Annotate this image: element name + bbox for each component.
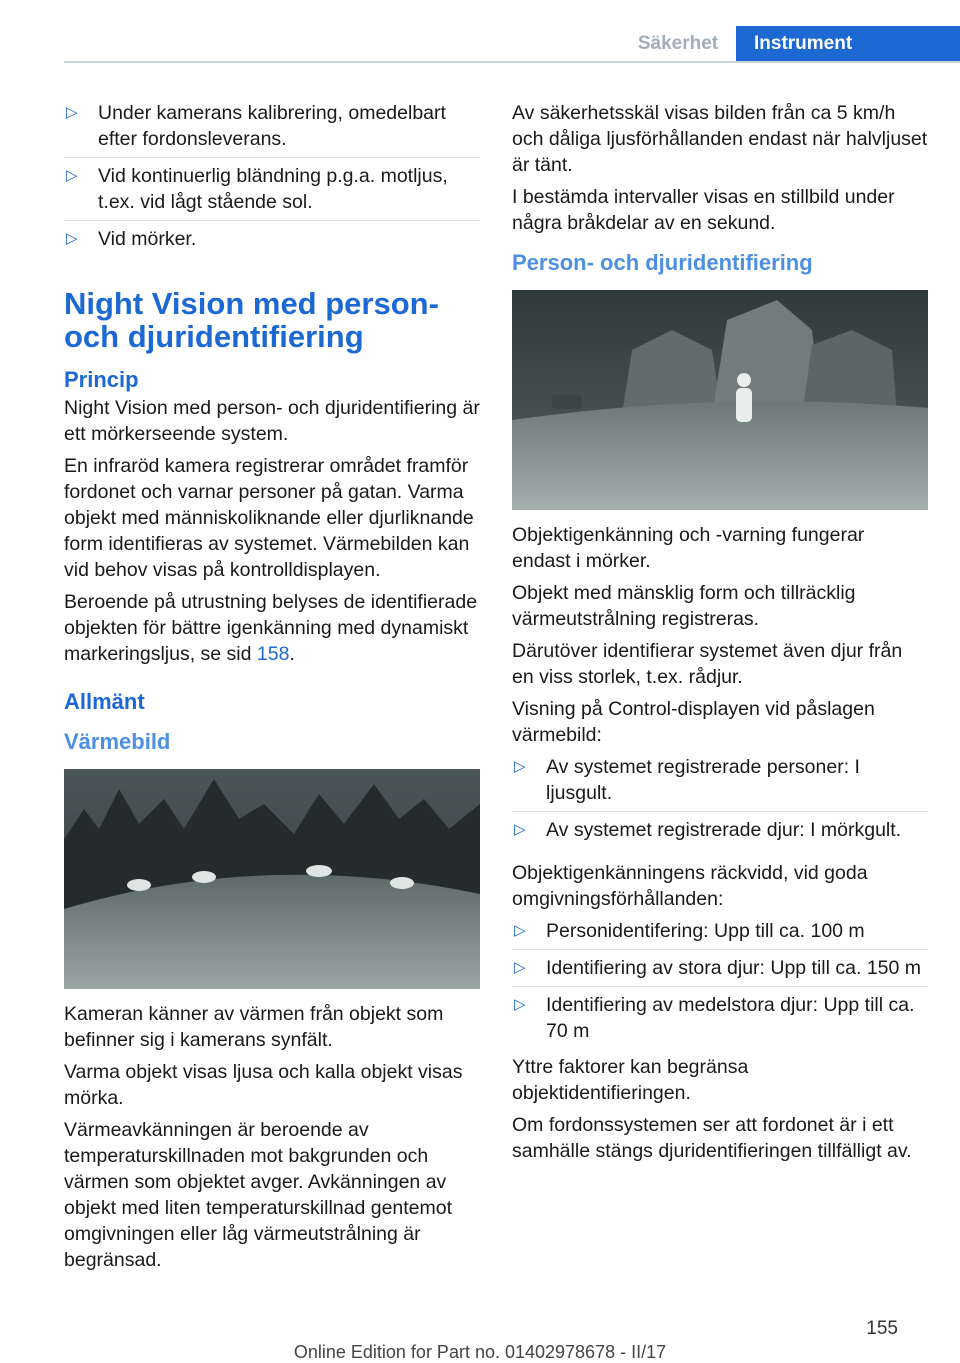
triangle-bullet-icon: ▷ — [514, 758, 526, 775]
detection-paragraph: Objektigenkänning och -varning fungerar endast i mörker. — [512, 524, 865, 572]
display-color-list — [512, 754, 928, 848]
page-header — [0, 0, 960, 62]
triangle-bullet-icon: ▷ — [514, 922, 526, 939]
triangle-bullet-icon: ▷ — [514, 959, 526, 976]
general-heading: Allmänt — [64, 689, 145, 714]
right-column — [512, 100, 928, 1170]
left-column — [64, 100, 480, 1279]
principle-paragraph: En infraröd kamera registrerar området framför fordonet och varnar personer på gatan. Varma objekt med människoliknande eller djurliknande form identifieras av systemet. Värmebilden kan vid behov visas på kontrolldisplayen. — [64, 455, 474, 581]
list-item: ▷ Personidentifering: Upp till ca. 100 m — [512, 918, 928, 950]
detection-heading: Person- och djuridentifiering — [512, 250, 813, 275]
triangle-bullet-icon: ▷ — [514, 821, 526, 838]
triangle-bullet-icon: ▷ — [66, 230, 78, 247]
thermal-image-pedestrian — [512, 290, 928, 510]
principle-paragraph: Night Vision med person- och djuridentifiering är ett mörkerseende system. — [64, 397, 480, 445]
body-paragraph: Av säkerhetsskäl visas bilden från ca 5 km/h och dåliga ljusförhållanden endast när halvljuset är tänt. — [512, 102, 928, 176]
thermal-paragraph: Varma objekt visas ljusa och kalla objekt visas mörka. — [64, 1061, 463, 1109]
thermal-image-animals — [64, 769, 480, 989]
page-reference-link[interactable]: 158 — [256, 643, 290, 665]
principle-heading: Princip — [64, 367, 139, 392]
triangle-bullet-icon: ▷ — [66, 104, 78, 121]
body-paragraph: Om fordonssystemen ser att fordonet är i ett samhälle stängs djuridentifieringen tillfälligt av. — [512, 1114, 912, 1162]
limitation-list — [64, 100, 480, 257]
list-item: ▷ Av systemet registrerade personer: I ljusgult. — [512, 754, 928, 812]
page-number: 155 — [866, 1318, 898, 1339]
list-item: ▷ Av systemet registrerade djur: I mörkgult. — [514, 819, 902, 841]
thermal-paragraph: Värmeavkänningen är beroende av temperaturskillnaden mot bakgrunden och värmen som objektet avger. Avkänningen av objekt med liten temperaturskillnad gentemot omgivningen eller låg värmeutstrålning är begränsad. — [64, 1119, 453, 1271]
range-list — [512, 918, 928, 1049]
range-paragraph: Objektigenkänningens räckvidd, vid goda omgivningsförhållanden: — [512, 862, 868, 910]
list-item: ▷ Vid mörker. — [66, 228, 197, 250]
section-tab-instrument[interactable]: Instrument — [736, 26, 960, 62]
list-item: ▷ Under kamerans kalibrering, omedelbart efter fordonsleverans. — [64, 100, 480, 158]
triangle-bullet-icon: ▷ — [514, 996, 526, 1013]
list-item: ▷ Vid kontinuerlig bländning p.g.a. motljus, t.ex. vid lågt stående sol. — [64, 163, 480, 221]
header-rule — [64, 61, 960, 63]
section-title: Night Vision med person- och djuridentifiering — [64, 286, 439, 354]
detection-paragraph: Visning på Control-displayen vid påslagen värmebild: — [512, 698, 875, 746]
body-paragraph: Yttre faktorer kan begränsa objektidentifieringen. — [512, 1056, 749, 1104]
triangle-bullet-icon: ▷ — [66, 167, 78, 184]
body-paragraph: I bestämda intervaller visas en stillbild under några bråkdelar av en sekund. — [512, 186, 895, 234]
thermal-image-heading: Värmebild — [64, 729, 171, 754]
list-item: ▷ Identifiering av medelstora djur: Upp till ca. 70 m — [514, 994, 915, 1042]
list-item: ▷ Identifiering av stora djur: Upp till ca. 150 m — [512, 955, 928, 987]
principle-paragraph: Beroende på utrustning belyses de identifierade objekten för bättre igenkänning med dynamiskt markeringsljus, se sid 158. — [64, 591, 478, 665]
thermal-paragraph: Kameran känner av värmen från objekt som befinner sig i kamerans synfält. — [64, 1003, 444, 1051]
detection-paragraph: Objekt med mänsklig form och tillräcklig värmeutstrålning registreras. — [512, 582, 856, 630]
detection-paragraph: Därutöver identifierar systemet även djur från en viss storlek, t.ex. rådjur. — [512, 640, 903, 688]
section-tab-safety[interactable]: Säkerhet — [637, 33, 719, 54]
edition-line: Online Edition for Part no. 01402978678 - II/17 — [293, 1342, 667, 1362]
